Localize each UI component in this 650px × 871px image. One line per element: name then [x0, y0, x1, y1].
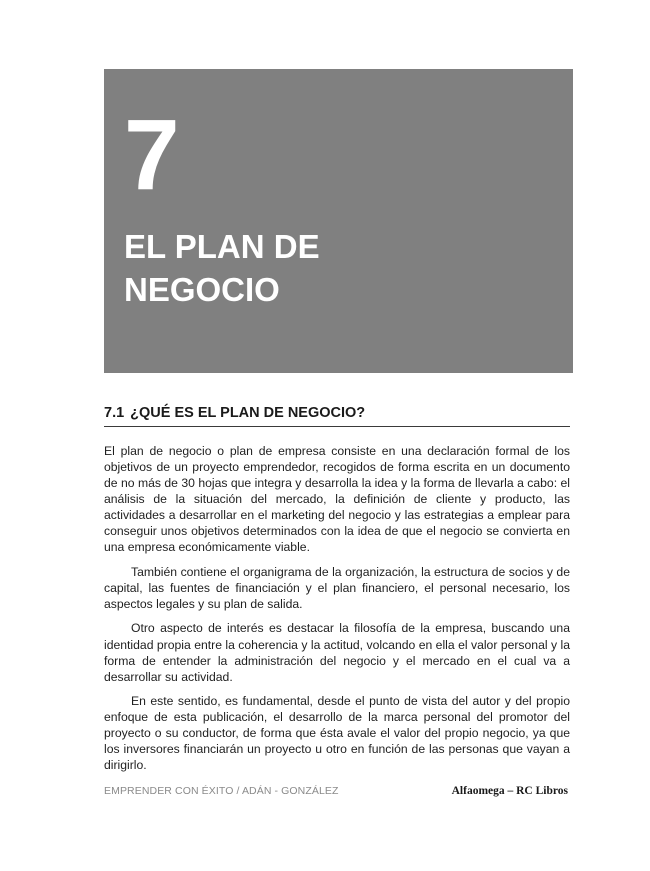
paragraph-2: También contiene el organigrama de la organización, la estructura de socios y de capital, las fuentes de financiación y el plan financiero, el personal necesario, los aspectos legales y su plan de salida.	[104, 564, 570, 611]
chapter-title	[124, 225, 544, 311]
chapter-banner	[104, 69, 573, 373]
paragraph-4: En este sentido, es fundamental, desde el punto de vista del autor y del propio enfoque de esta publicación, el desarrollo de la marca personal del promotor del proyecto o su conductor, de forma que ésta avale el valor del propio negocio, ya que los inversores financiarán un proyecto u otro en función de las personas que vayan a dirigirlo.	[104, 694, 570, 773]
paragraph-1: El plan de negocio o plan de empresa consiste en una declaración formal de los objetivos de un proyecto emprendedor, recogidos de forma escrita en un documento de no más de 30 hojas que integra y desarrolla la idea y la forma de llevarla a cabo: el análisis de la situación del mercado, la definición de cliente y producto, las actividades a desarrollar en el marketing del negocio y las estrategias a emplear para conseguir unos objetivos determinados con la idea de que el negocio se convierta en una empresa económicamente viable.	[104, 444, 570, 555]
section-number: 7.1	[104, 405, 125, 421]
chapter-title-line-2: NEGOCIO	[124, 271, 280, 308]
chapter-number: 7	[124, 99, 178, 211]
chapter-title-line-1: EL PLAN DE	[124, 228, 320, 265]
footer-book-title: EMPRENDER CON ÉXITO / ADÁN - GONZÁLEZ	[104, 785, 339, 797]
footer-publisher: Alfaomega – RC Libros	[451, 785, 568, 797]
section-title: ¿QUÉ ES EL PLAN DE NEGOCIO?	[130, 405, 366, 421]
paragraph-3: Otro aspecto de interés es destacar la filosofía de la empresa, buscando una identidad propia entre la coherencia y la actitud, volcando en ella el valor personal y la forma de entender la administración del negocio y el mercado en el cual va a desarrollar su actividad.	[104, 621, 570, 684]
body-text	[104, 443, 570, 782]
section-heading	[104, 404, 570, 427]
